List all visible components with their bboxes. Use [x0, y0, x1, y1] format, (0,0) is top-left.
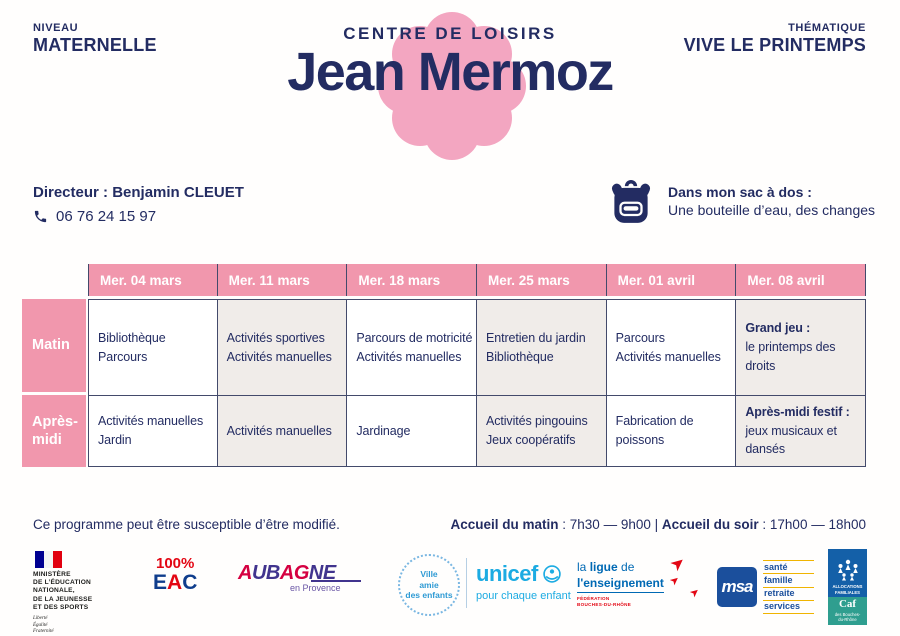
table-cell: Parcours de motricité Activités manuelles	[347, 299, 477, 395]
footer-note-row	[33, 517, 866, 532]
schedule-table	[22, 264, 866, 467]
arrow-icon: ➤	[687, 585, 703, 601]
title-block	[0, 24, 900, 102]
logo-separator	[466, 558, 467, 608]
logo-100-eac: 100% EAC	[153, 555, 198, 594]
logo-caf: ALLOCATIONS FAMILIALES Caf des Bouches- du-Rhône	[828, 549, 867, 625]
backpack-icon	[610, 177, 652, 225]
logo-ministere-education: MINISTÈRE DE L’ÉDUCATION NATIONALE, DE LA JEUNESSE ET DES SPORTS Liberté Égalité Fraternité	[33, 551, 137, 636]
bag-content: Une bouteille d’eau, des changes	[668, 202, 876, 218]
table-cell: Activités pingouins Jeux coopératifs	[477, 395, 607, 467]
arrow-icon: ➤	[667, 573, 683, 589]
disclaimer-text: Ce programme peut être susceptible d’être modifié.	[33, 517, 340, 532]
logo-ville-amie-des-enfants: Ville amie des enfants	[398, 554, 460, 616]
table-corner	[22, 264, 88, 299]
column-header: Mer. 25 mars	[477, 264, 607, 296]
director-block	[33, 184, 244, 225]
french-flag-icon	[35, 551, 62, 568]
bag-block	[610, 177, 875, 225]
unicef-globe-icon	[542, 564, 562, 584]
logo-msa: msa santé famille retraite services	[717, 560, 814, 614]
page-title: Jean Mermoz	[287, 42, 613, 102]
column-header: Mer. 18 mars	[347, 264, 477, 296]
table-cell: Fabrication de poissons	[607, 395, 737, 467]
table-cell: Entretien du jardin Bibliothèque	[477, 299, 607, 395]
logo-ligue-enseignement: la ligue de l'enseignement FÉDÉRATION BOUCHES-DU-RHÔNE ➤ ➤ ➤	[577, 551, 703, 608]
table-cell: Grand jeu : le printemps des droits	[736, 299, 866, 395]
table-cell: Parcours Activités manuelles	[607, 299, 737, 395]
center-subtitle: CENTRE DE LOISIRS	[343, 24, 557, 43]
motto-text: Liberté Égalité Fraternité	[33, 616, 54, 635]
theme-value: VIVE LE PRINTEMPS	[683, 35, 866, 55]
table-cell: Jardinage	[347, 395, 477, 467]
column-header: Mer. 01 avril	[607, 264, 737, 296]
column-header: Mer. 08 avril	[736, 264, 866, 296]
row-label-matin: Matin	[22, 299, 86, 392]
director-name: Directeur : Benjamin CLEUET	[33, 184, 244, 201]
logo-aubagne: AUBAGNE en Provence	[238, 563, 363, 593]
theme-label: THÉMATIQUE	[788, 22, 866, 34]
column-header: Mer. 04 mars	[88, 264, 218, 296]
bag-title: Dans mon sac à dos :	[668, 184, 812, 200]
table-cell: Activités manuelles Jardin	[88, 395, 218, 467]
phone-number: 06 76 24 15 97	[56, 208, 157, 225]
level-value: MATERNELLE	[33, 35, 157, 55]
logo-unicef: unicef pour chaque enfant	[476, 561, 571, 602]
row-label-apres-midi: Après-midi	[22, 395, 86, 467]
column-header: Mer. 11 mars	[218, 264, 348, 296]
table-cell: Bibliothèque Parcours	[88, 299, 218, 395]
opening-hours: Accueil du matin : 7h30 — 9h00 | Accueil du soir : 17h00 — 18h00	[450, 517, 866, 532]
msa-box: msa	[717, 567, 757, 607]
table-cell: Activités manuelles	[218, 395, 348, 467]
caf-family-icon	[835, 558, 861, 582]
phone-icon	[33, 209, 48, 224]
table-cell: Après-midi festif : jeux musicaux et dansés	[736, 395, 866, 467]
table-cell: Activités sportives Activités manuelles	[218, 299, 348, 395]
arrow-icon: ➤	[665, 551, 690, 576]
level-label: NIVEAU	[33, 22, 79, 34]
